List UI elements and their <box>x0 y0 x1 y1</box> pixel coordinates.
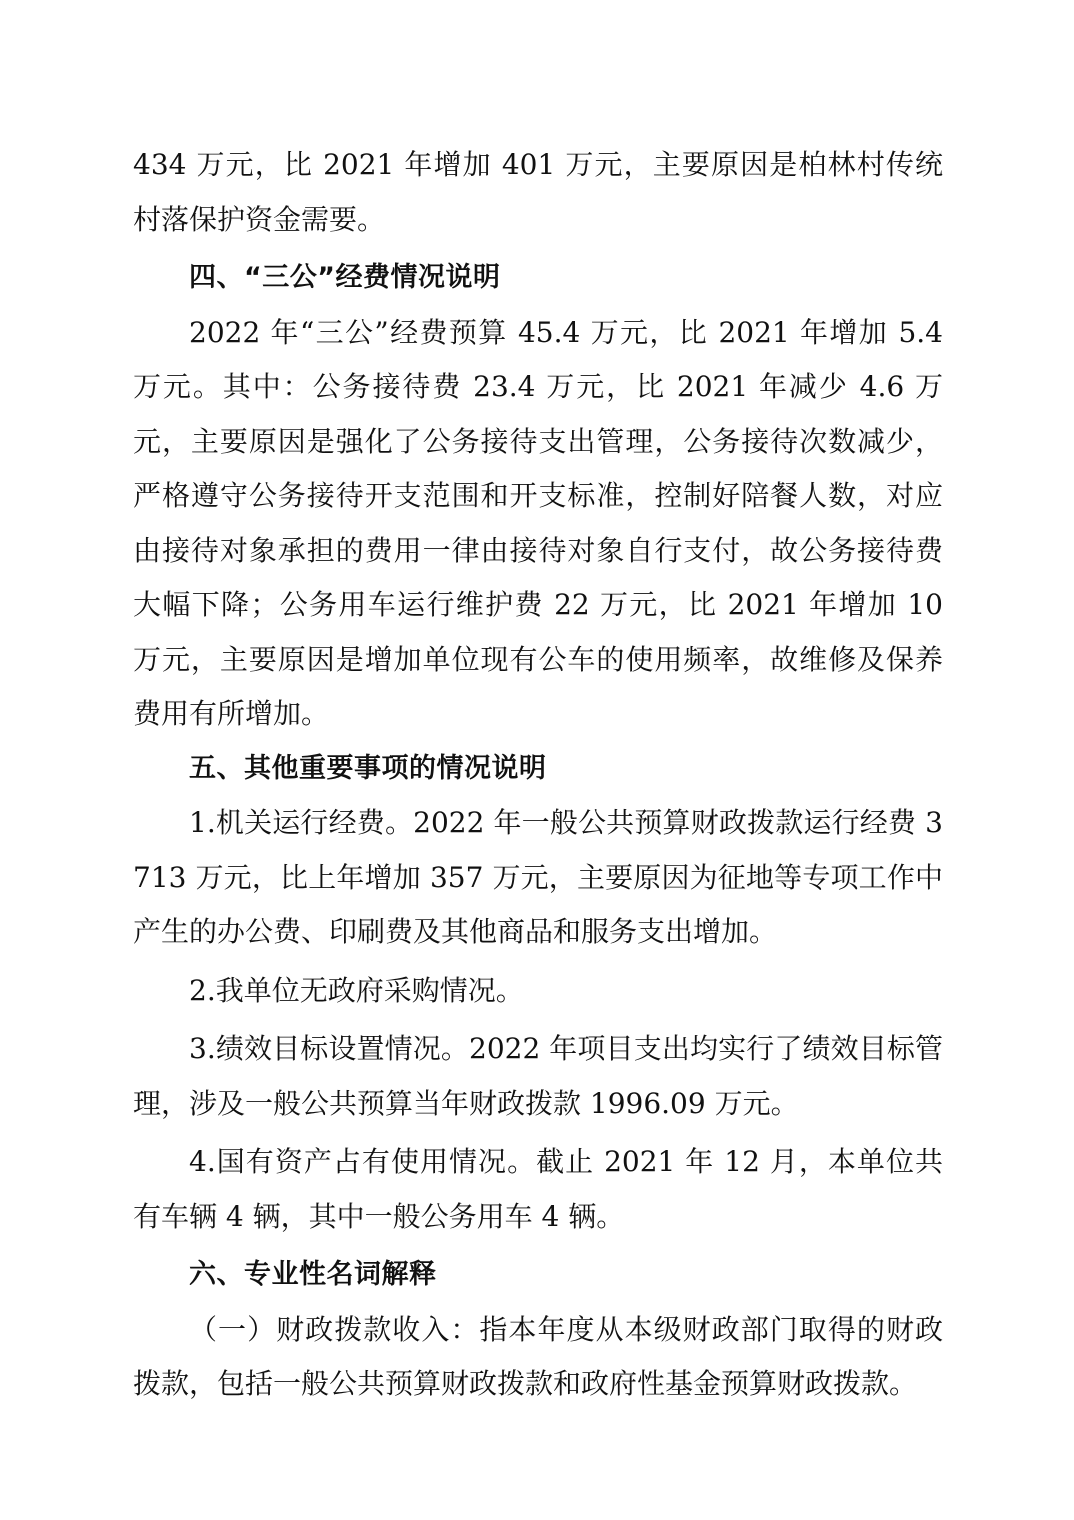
document-page <box>133 138 943 1412</box>
paragraph-fiscal-appropriation-income: （一）财政拨款收入：指本年度从本级财政部门取得的财政拨款，包括一般公共预算财政拨款和政府性基金预算财政拨款。 <box>133 1312 943 1400</box>
paragraph-performance-targets: 3.绩效目标设置情况。2022 年项目支出均实行了绩效目标管理，涉及一般公共预算当年财政拨款 1996.09 万元。 <box>133 1032 943 1120</box>
heading-three-public-expenses: 四、“三公”经费情况说明 <box>189 262 501 293</box>
paragraph-three-public-expenses: 2022 年“三公”经费预算 45.4 万元，比 2021 年增加 5.4 万元。其中：公务接待费 23.4 万元，比 2021 年减少 4.6 万元，主要原因是强化了公务接待支出管理，公务接待次数减少，严格遵守公务接待开支范围和开支标准，控制好陪餐人数，对应由接待对象承担的费用一律由接待对象自行支付，故公务接待费大幅下降；公务用车运行维护费 22 万元，比 2021 年增加 10 万元，主要原因是增加单位现有公车的使用频率，故维修及保养费用有所增加。 <box>133 315 943 730</box>
heading-other-important-matters: 五、其他重要事项的情况说明 <box>189 752 547 784</box>
paragraph-operating-expenses: 1.机关运行经费。2022 年一般公共预算财政拨款运行经费 3713 万元，比上年增加 357 万元，主要原因为征地等专项工作中产生的办公费、印刷费及其他商品和服务支出增加。 <box>133 806 943 948</box>
paragraph-government-procurement: 2.我单位无政府采购情况。 <box>189 973 524 1007</box>
heading-term-explanations: 六、专业性名词解释 <box>189 1259 437 1290</box>
paragraph-state-assets: 4.国有资产占有使用情况。截止 2021 年 12 月，本单位共有车辆 4 辆，其中一般公务用车 4 辆。 <box>133 1145 943 1233</box>
paragraph-project-funds-continued: 434 万元，比 2021 年增加 401 万元，主要原因是柏林村传统村落保护资金需要。 <box>133 148 943 236</box>
